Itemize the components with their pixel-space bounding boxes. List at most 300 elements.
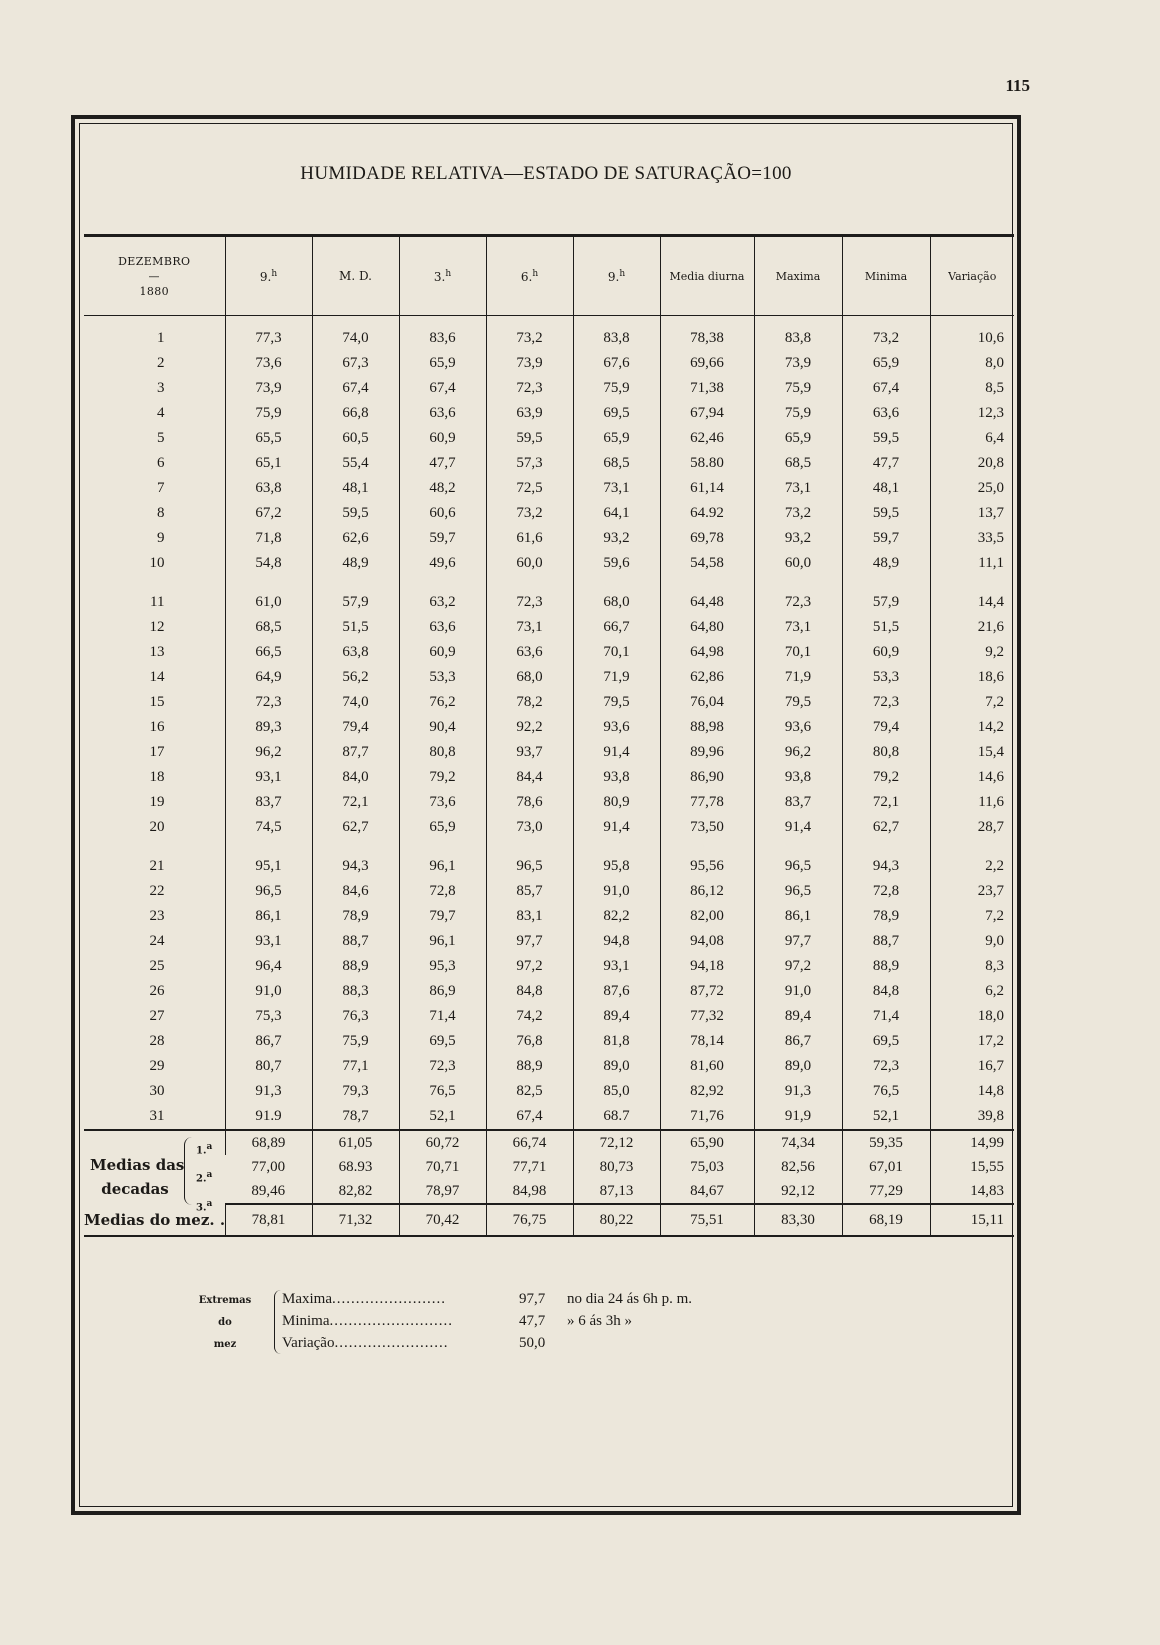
day-number: 10 bbox=[149, 555, 165, 571]
day-number: 20 bbox=[149, 819, 165, 835]
monthly-mean-9h-pm: 80,22 bbox=[573, 1204, 660, 1236]
value-9h-am: 71,8 bbox=[225, 526, 312, 551]
value-maximum: 73,2 bbox=[754, 501, 842, 526]
day-number: 11 bbox=[150, 594, 165, 610]
decade-mean-row bbox=[84, 1130, 1014, 1155]
value-daily-mean: 71,38 bbox=[660, 376, 754, 401]
value-6h: 83,1 bbox=[486, 904, 573, 929]
value-9h-pm: 91,0 bbox=[573, 879, 660, 904]
value-6h: 72,5 bbox=[486, 476, 573, 501]
value-maximum: 96,2 bbox=[754, 740, 842, 765]
value-midday: 88,7 bbox=[312, 929, 399, 954]
value-variation: 20,8 bbox=[930, 451, 1014, 476]
value-variation: 11,1 bbox=[930, 551, 1014, 576]
value-minimum: 48,1 bbox=[842, 476, 930, 501]
value-daily-mean: 62,86 bbox=[660, 665, 754, 690]
value-variation: 14,4 bbox=[930, 590, 1014, 615]
value-9h-pm: 75,9 bbox=[573, 376, 660, 401]
page-number: 115 bbox=[1005, 76, 1030, 95]
value-3h: 63,6 bbox=[399, 401, 486, 426]
value-maximum: 91,4 bbox=[754, 815, 842, 840]
decade-mean-6h: 84,98 bbox=[486, 1179, 573, 1204]
value-maximum: 96,5 bbox=[754, 854, 842, 879]
value-minimum: 72,3 bbox=[842, 1054, 930, 1079]
value-daily-mean: 69,78 bbox=[660, 526, 754, 551]
value-variation: 15,4 bbox=[930, 740, 1014, 765]
value-daily-mean: 82,92 bbox=[660, 1079, 754, 1104]
value-9h-pm: 68,0 bbox=[573, 590, 660, 615]
value-6h: 63,9 bbox=[486, 401, 573, 426]
value-daily-mean: 62,46 bbox=[660, 426, 754, 451]
value-variation: 33,5 bbox=[930, 526, 1014, 551]
value-9h-pm: 89,4 bbox=[573, 1004, 660, 1029]
value-variation: 14,6 bbox=[930, 765, 1014, 790]
value-9h-am: 91,0 bbox=[225, 979, 312, 1004]
value-daily-mean: 77,32 bbox=[660, 1004, 754, 1029]
value-3h: 90,4 bbox=[399, 715, 486, 740]
table-title: HUMIDADE RELATIVA—ESTADO DE SATURAÇÃO=100 bbox=[300, 163, 792, 184]
value-daily-mean: 64.92 bbox=[660, 501, 754, 526]
monthly-mean-row bbox=[84, 1204, 1014, 1236]
value-variation: 39,8 bbox=[930, 1104, 1014, 1130]
day-number: 27 bbox=[149, 1008, 165, 1024]
day-number: 26 bbox=[149, 983, 165, 999]
value-variation: 7,2 bbox=[930, 690, 1014, 715]
value-9h-am: 74,5 bbox=[225, 815, 312, 840]
value-maximum: 93,8 bbox=[754, 765, 842, 790]
value-daily-mean: 88,98 bbox=[660, 715, 754, 740]
value-minimum: 88,9 bbox=[842, 954, 930, 979]
value-minimum: 94,3 bbox=[842, 854, 930, 879]
value-9h-pm: 89,0 bbox=[573, 1054, 660, 1079]
value-9h-am: 83,7 bbox=[225, 790, 312, 815]
value-daily-mean: 82,00 bbox=[660, 904, 754, 929]
table-row bbox=[84, 879, 1014, 904]
value-3h: 76,5 bbox=[399, 1079, 486, 1104]
col-header-6h: 6.$^h$ bbox=[486, 236, 573, 316]
value-6h: 97,2 bbox=[486, 954, 573, 979]
value-9h-am: 86,7 bbox=[225, 1029, 312, 1054]
table-row bbox=[84, 501, 1014, 526]
table-row bbox=[84, 1104, 1014, 1130]
value-midday: 78,7 bbox=[312, 1104, 399, 1130]
value-midday: 63,8 bbox=[312, 640, 399, 665]
table-row bbox=[84, 326, 1014, 351]
day-number: 14 bbox=[149, 669, 165, 685]
value-9h-am: 65,1 bbox=[225, 451, 312, 476]
value-minimum: 62,7 bbox=[842, 815, 930, 840]
day-number: 2 bbox=[157, 355, 165, 371]
decade-mean-midday: 82,82 bbox=[312, 1179, 399, 1204]
value-9h-pm: 87,6 bbox=[573, 979, 660, 1004]
decade-mean-daily-mean: 65,90 bbox=[660, 1130, 754, 1155]
decade-mean-9h-am: 89,46 bbox=[225, 1179, 312, 1204]
value-daily-mean: 69,66 bbox=[660, 351, 754, 376]
value-variation: 23,7 bbox=[930, 879, 1014, 904]
value-minimum: 59,5 bbox=[842, 426, 930, 451]
day-number: 9 bbox=[157, 530, 165, 546]
table-row bbox=[84, 665, 1014, 690]
value-daily-mean: 78,38 bbox=[660, 326, 754, 351]
value-9h-pm: 68.7 bbox=[573, 1104, 660, 1130]
decade-mean-9h-pm: 80,73 bbox=[573, 1155, 660, 1179]
value-3h: 69,5 bbox=[399, 1029, 486, 1054]
extreme-minimum-row: Minima.......................... 47,7 » 6 ás 3h » bbox=[282, 1313, 632, 1329]
month-extremes bbox=[190, 1288, 790, 1368]
value-9h-am: 73,6 bbox=[225, 351, 312, 376]
value-9h-pm: 83,8 bbox=[573, 326, 660, 351]
decade-mean-daily-mean: 75,03 bbox=[660, 1155, 754, 1179]
value-minimum: 53,3 bbox=[842, 665, 930, 690]
day-number: 1 bbox=[157, 330, 165, 346]
value-minimum: 67,4 bbox=[842, 376, 930, 401]
decade-mean-9h-am: 68,89 bbox=[225, 1130, 312, 1155]
value-maximum: 96,5 bbox=[754, 879, 842, 904]
decade-mean-minimum: 59,35 bbox=[842, 1130, 930, 1155]
value-daily-mean: 64,80 bbox=[660, 615, 754, 640]
value-minimum: 72,1 bbox=[842, 790, 930, 815]
value-maximum: 73,9 bbox=[754, 351, 842, 376]
value-9h-am: 64,9 bbox=[225, 665, 312, 690]
value-daily-mean: 94,18 bbox=[660, 954, 754, 979]
table-row bbox=[84, 929, 1014, 954]
table-row bbox=[84, 815, 1014, 840]
value-maximum: 89,4 bbox=[754, 1004, 842, 1029]
value-6h: 78,2 bbox=[486, 690, 573, 715]
table-row bbox=[84, 740, 1014, 765]
decade-mean-daily-mean: 84,67 bbox=[660, 1179, 754, 1204]
table-row bbox=[84, 590, 1014, 615]
value-9h-am: 65,5 bbox=[225, 426, 312, 451]
value-9h-pm: 93,8 bbox=[573, 765, 660, 790]
value-3h: 79,7 bbox=[399, 904, 486, 929]
value-minimum: 88,7 bbox=[842, 929, 930, 954]
table-row bbox=[84, 1029, 1014, 1054]
value-minimum: 72,8 bbox=[842, 879, 930, 904]
value-variation: 7,2 bbox=[930, 904, 1014, 929]
value-9h-pm: 66,7 bbox=[573, 615, 660, 640]
value-9h-am: 95,1 bbox=[225, 854, 312, 879]
decade-brace bbox=[184, 1137, 193, 1205]
col-header-3h: 3.$^h$ bbox=[399, 236, 486, 316]
value-minimum: 65,9 bbox=[842, 351, 930, 376]
table-row bbox=[84, 351, 1014, 376]
decade-mean-6h: 66,74 bbox=[486, 1130, 573, 1155]
value-9h-am: 91.9 bbox=[225, 1104, 312, 1130]
table-row bbox=[84, 765, 1014, 790]
table-row bbox=[84, 715, 1014, 740]
decade-mean-9h-am: 77,00 bbox=[251, 1159, 286, 1175]
value-6h: 92,2 bbox=[486, 715, 573, 740]
day-number: 18 bbox=[149, 769, 165, 785]
value-6h: 84,4 bbox=[486, 765, 573, 790]
value-midday: 72,1 bbox=[312, 790, 399, 815]
value-maximum: 91,9 bbox=[754, 1104, 842, 1130]
table-row bbox=[84, 1079, 1014, 1104]
value-9h-am: 93,1 bbox=[225, 929, 312, 954]
value-9h-pm: 70,1 bbox=[573, 640, 660, 665]
value-9h-am: 96,4 bbox=[225, 954, 312, 979]
value-3h: 83,6 bbox=[399, 326, 486, 351]
value-9h-pm: 85,0 bbox=[573, 1079, 660, 1104]
value-3h: 60,6 bbox=[399, 501, 486, 526]
day-number: 15 bbox=[149, 694, 165, 710]
value-midday: 75,9 bbox=[312, 1029, 399, 1054]
value-6h: 72,3 bbox=[486, 590, 573, 615]
table-row bbox=[84, 854, 1014, 879]
value-minimum: 73,2 bbox=[842, 326, 930, 351]
value-midday: 84,0 bbox=[312, 765, 399, 790]
value-variation: 9,0 bbox=[930, 929, 1014, 954]
value-6h: 59,5 bbox=[486, 426, 573, 451]
monthly-mean-3h: 70,42 bbox=[399, 1204, 486, 1236]
value-midday: 62,7 bbox=[312, 815, 399, 840]
value-6h: 93,7 bbox=[486, 740, 573, 765]
value-variation: 13,7 bbox=[930, 501, 1014, 526]
value-maximum: 73,1 bbox=[754, 476, 842, 501]
value-3h: 79,2 bbox=[399, 765, 486, 790]
value-9h-pm: 69,5 bbox=[573, 401, 660, 426]
value-9h-pm: 59,6 bbox=[573, 551, 660, 576]
value-maximum: 91,0 bbox=[754, 979, 842, 1004]
value-9h-pm: 67,6 bbox=[573, 351, 660, 376]
table-row bbox=[84, 1004, 1014, 1029]
value-daily-mean: 71,76 bbox=[660, 1104, 754, 1130]
value-maximum: 91,3 bbox=[754, 1079, 842, 1104]
year-label: 1880 bbox=[139, 284, 170, 298]
value-minimum: 78,9 bbox=[842, 904, 930, 929]
value-9h-am: 96,2 bbox=[225, 740, 312, 765]
value-minimum: 59,5 bbox=[842, 501, 930, 526]
decade-means-label: Medias das decadas 1.$^a$ 2.$^a$ 3.$^a$ bbox=[84, 1130, 225, 1204]
value-6h: 84,8 bbox=[486, 979, 573, 1004]
value-3h: 73,6 bbox=[399, 790, 486, 815]
value-maximum: 68,5 bbox=[754, 451, 842, 476]
value-variation: 10,6 bbox=[930, 326, 1014, 351]
value-midday: 79,3 bbox=[312, 1079, 399, 1104]
value-6h: 61,6 bbox=[486, 526, 573, 551]
value-variation: 14,2 bbox=[930, 715, 1014, 740]
decade-mean-variation: 14,99 bbox=[930, 1130, 1014, 1155]
value-9h-am: 75,9 bbox=[225, 401, 312, 426]
day-number: 24 bbox=[149, 933, 165, 949]
value-variation: 28,7 bbox=[930, 815, 1014, 840]
value-minimum: 79,2 bbox=[842, 765, 930, 790]
monthly-mean-daily-mean: 75,51 bbox=[660, 1204, 754, 1236]
value-minimum: 76,5 bbox=[842, 1079, 930, 1104]
monthly-mean-9h-am: 78,81 bbox=[225, 1204, 312, 1236]
day-number: 7 bbox=[157, 480, 165, 496]
value-minimum: 63,6 bbox=[842, 401, 930, 426]
table-body bbox=[84, 316, 1014, 1237]
value-maximum: 97,7 bbox=[754, 929, 842, 954]
day-number: 19 bbox=[149, 794, 165, 810]
value-midday: 76,3 bbox=[312, 1004, 399, 1029]
value-3h: 48,2 bbox=[399, 476, 486, 501]
value-daily-mean: 94,08 bbox=[660, 929, 754, 954]
extremes-brace bbox=[274, 1290, 281, 1354]
value-variation: 11,6 bbox=[930, 790, 1014, 815]
col-header-minimum: Minima bbox=[842, 236, 930, 316]
value-maximum: 72,3 bbox=[754, 590, 842, 615]
decade-mean-9h-pm: 87,13 bbox=[573, 1179, 660, 1204]
value-maximum: 93,2 bbox=[754, 526, 842, 551]
value-9h-am: 68,5 bbox=[225, 615, 312, 640]
value-maximum: 60,0 bbox=[754, 551, 842, 576]
decade-mean-minimum: 77,29 bbox=[842, 1179, 930, 1204]
value-maximum: 86,1 bbox=[754, 904, 842, 929]
value-daily-mean: 86,90 bbox=[660, 765, 754, 790]
value-9h-am: 93,1 bbox=[225, 765, 312, 790]
value-3h: 95,3 bbox=[399, 954, 486, 979]
day-number: 21 bbox=[149, 858, 165, 874]
value-9h-pm: 91,4 bbox=[573, 815, 660, 840]
value-daily-mean: 54,58 bbox=[660, 551, 754, 576]
value-midday: 60,5 bbox=[312, 426, 399, 451]
value-6h: 73,0 bbox=[486, 815, 573, 840]
value-maximum: 75,9 bbox=[754, 376, 842, 401]
value-variation: 18,0 bbox=[930, 1004, 1014, 1029]
day-number: 17 bbox=[149, 744, 165, 760]
value-minimum: 47,7 bbox=[842, 451, 930, 476]
value-9h-pm: 80,9 bbox=[573, 790, 660, 815]
day-number: 25 bbox=[149, 958, 165, 974]
value-midday: 55,4 bbox=[312, 451, 399, 476]
day-number: 13 bbox=[149, 644, 165, 660]
value-minimum: 48,9 bbox=[842, 551, 930, 576]
value-maximum: 93,6 bbox=[754, 715, 842, 740]
value-3h: 63,6 bbox=[399, 615, 486, 640]
value-3h: 49,6 bbox=[399, 551, 486, 576]
decade-mean-minimum: 67,01 bbox=[842, 1155, 930, 1179]
value-midday: 87,7 bbox=[312, 740, 399, 765]
value-9h-pm: 91,4 bbox=[573, 740, 660, 765]
value-minimum: 84,8 bbox=[842, 979, 930, 1004]
monthly-mean-6h: 76,75 bbox=[486, 1204, 573, 1236]
value-variation: 17,2 bbox=[930, 1029, 1014, 1054]
value-9h-pm: 65,9 bbox=[573, 426, 660, 451]
table-row bbox=[84, 904, 1014, 929]
value-3h: 80,8 bbox=[399, 740, 486, 765]
value-midday: 84,6 bbox=[312, 879, 399, 904]
value-minimum: 71,4 bbox=[842, 1004, 930, 1029]
table-row bbox=[84, 551, 1014, 576]
value-midday: 74,0 bbox=[312, 690, 399, 715]
table-row bbox=[84, 615, 1014, 640]
decade-mean-3h: 78,97 bbox=[399, 1179, 486, 1204]
day-number: 3 bbox=[157, 380, 165, 396]
value-3h: 67,4 bbox=[399, 376, 486, 401]
value-9h-pm: 64,1 bbox=[573, 501, 660, 526]
value-minimum: 60,9 bbox=[842, 640, 930, 665]
value-9h-pm: 79,5 bbox=[573, 690, 660, 715]
extremes-label: Extremas do mez bbox=[198, 1295, 252, 1350]
value-9h-am: 73,9 bbox=[225, 376, 312, 401]
value-minimum: 59,7 bbox=[842, 526, 930, 551]
day-number: 5 bbox=[157, 430, 165, 446]
value-9h-pm: 95,8 bbox=[573, 854, 660, 879]
table-row bbox=[84, 476, 1014, 501]
value-3h: 63,2 bbox=[399, 590, 486, 615]
value-6h: 74,2 bbox=[486, 1004, 573, 1029]
value-9h-am: 61,0 bbox=[225, 590, 312, 615]
value-midday: 56,2 bbox=[312, 665, 399, 690]
value-6h: 73,1 bbox=[486, 615, 573, 640]
value-6h: 73,2 bbox=[486, 326, 573, 351]
value-midday: 59,5 bbox=[312, 501, 399, 526]
decade-mean-maximum: 74,34 bbox=[754, 1130, 842, 1155]
value-midday: 78,9 bbox=[312, 904, 399, 929]
value-9h-pm: 93,1 bbox=[573, 954, 660, 979]
value-9h-pm: 94,8 bbox=[573, 929, 660, 954]
table-row bbox=[84, 640, 1014, 665]
value-midday: 48,1 bbox=[312, 476, 399, 501]
value-3h: 59,7 bbox=[399, 526, 486, 551]
decade-mean-maximum: 92,12 bbox=[754, 1179, 842, 1204]
value-variation: 2,2 bbox=[930, 854, 1014, 879]
value-variation: 9,2 bbox=[930, 640, 1014, 665]
value-9h-am: 54,8 bbox=[225, 551, 312, 576]
value-6h: 68,0 bbox=[486, 665, 573, 690]
value-daily-mean: 86,12 bbox=[660, 879, 754, 904]
day-number: 8 bbox=[157, 505, 165, 521]
value-daily-mean: 81,60 bbox=[660, 1054, 754, 1079]
value-maximum: 83,8 bbox=[754, 326, 842, 351]
value-9h-pm: 73,1 bbox=[573, 476, 660, 501]
value-midday: 62,6 bbox=[312, 526, 399, 551]
table-row bbox=[84, 451, 1014, 476]
value-maximum: 73,1 bbox=[754, 615, 842, 640]
value-3h: 65,9 bbox=[399, 351, 486, 376]
value-9h-am: 66,5 bbox=[225, 640, 312, 665]
decade-mean-3h: 60,72 bbox=[399, 1130, 486, 1155]
extreme-maximum-row: Maxima........................ 97,7 no dia 24 ás 6h p. m. bbox=[282, 1291, 692, 1307]
value-daily-mean: 64,48 bbox=[660, 590, 754, 615]
value-6h: 60,0 bbox=[486, 551, 573, 576]
value-9h-pm: 81,8 bbox=[573, 1029, 660, 1054]
day-number: 16 bbox=[149, 719, 165, 735]
table-row bbox=[84, 526, 1014, 551]
value-6h: 67,4 bbox=[486, 1104, 573, 1130]
col-header-maximum: Maxima bbox=[754, 236, 842, 316]
value-3h: 72,3 bbox=[399, 1054, 486, 1079]
value-variation: 21,6 bbox=[930, 615, 1014, 640]
decade-mean-maximum: 82,56 bbox=[754, 1155, 842, 1179]
value-midday: 88,9 bbox=[312, 954, 399, 979]
day-number: 28 bbox=[149, 1033, 165, 1049]
table-row bbox=[84, 979, 1014, 1004]
value-maximum: 89,0 bbox=[754, 1054, 842, 1079]
decade-mean-9h-pm: 72,12 bbox=[573, 1130, 660, 1155]
value-3h: 52,1 bbox=[399, 1104, 486, 1130]
value-minimum: 51,5 bbox=[842, 615, 930, 640]
value-midday: 66,8 bbox=[312, 401, 399, 426]
value-6h: 73,9 bbox=[486, 351, 573, 376]
value-variation: 8,3 bbox=[930, 954, 1014, 979]
value-daily-mean: 95,56 bbox=[660, 854, 754, 879]
value-maximum: 65,9 bbox=[754, 426, 842, 451]
value-9h-pm: 68,5 bbox=[573, 451, 660, 476]
monthly-mean-minimum: 68,19 bbox=[842, 1204, 930, 1236]
value-6h: 78,6 bbox=[486, 790, 573, 815]
value-variation: 14,8 bbox=[930, 1079, 1014, 1104]
value-3h: 60,9 bbox=[399, 640, 486, 665]
table-row bbox=[84, 790, 1014, 815]
day-number: 4 bbox=[157, 405, 165, 421]
value-daily-mean: 58.80 bbox=[660, 451, 754, 476]
value-6h: 82,5 bbox=[486, 1079, 573, 1104]
value-maximum: 70,1 bbox=[754, 640, 842, 665]
